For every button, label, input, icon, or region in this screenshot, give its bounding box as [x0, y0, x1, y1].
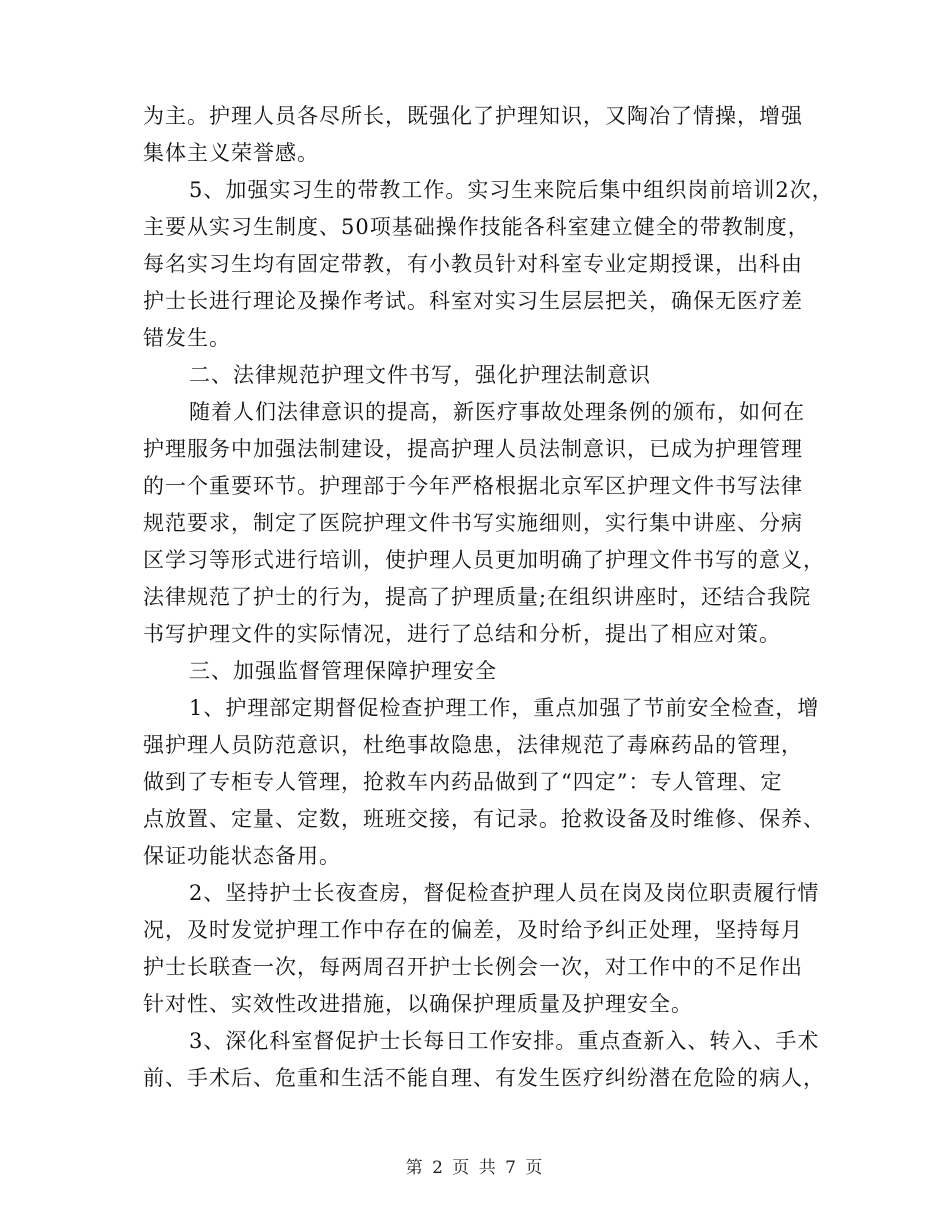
text-line: 为主。护理人员各尽所长，既强化了护理知识，又陶冶了情操，增强	[143, 104, 803, 128]
text-line: 的一个重要环节。护理部于今年严格根据北京军区护理文件书写法律	[143, 474, 803, 498]
text-line: 每名实习生均有固定带教，有小教员针对科室专业定期授课，出科由	[143, 252, 803, 276]
text-line: 强护理人员防范意识，杜绝事故隐患，法律规范了毒麻药品的管理，	[143, 733, 803, 757]
text-line: 区学习等形式进行培训，使护理人员更加明确了护理文件书写的意义，	[143, 548, 825, 572]
text-line: 集体主义荣誉感。	[143, 141, 319, 165]
text-line: 法律规范了护士的行为，提高了护理质量;在组织讲座时，还结合我院	[143, 585, 812, 609]
text-line: 前、手术后、危重和生活不能自理、有发生医疗纠纷潜在危险的病人，	[143, 1066, 825, 1090]
section-heading: 二、法律规范护理文件书写，强化护理法制意识	[189, 363, 651, 387]
text-line: 护士长联查一次，每两周召开护士长例会一次，对工作中的不足作出	[143, 955, 803, 979]
text-line: 规范要求，制定了医院护理文件书写实施细则，实行集中讲座、分病	[143, 511, 803, 535]
text-line: 主要从实习生制度、50项基础操作技能各科室建立健全的带教制度，	[143, 215, 810, 239]
paragraph-start: 2、坚持护士长夜查房，督促检查护理人员在岗及岗位职责履行情	[189, 881, 820, 905]
section-heading: 三、加强监督管理保障护理安全	[189, 659, 497, 683]
text-line: 护理服务中加强法制建设，提高护理人员法制意识，已成为护理管理	[143, 437, 803, 461]
text-line: 错发生。	[143, 326, 231, 350]
page-footer: 第 2 页 共 7 页	[405, 1158, 545, 1178]
text-line: 保证功能状态备用。	[143, 844, 341, 868]
paragraph-start: 1、护理部定期督促检查护理工作，重点加强了节前安全检查，增	[189, 696, 820, 720]
text-line: 针对性、实效性改进措施，以确保护理质量及护理安全。	[143, 992, 693, 1016]
paragraph-start: 随着人们法律意识的提高，新医疗事故处理条例的颁布，如何在	[189, 400, 805, 424]
paragraph-start: 5、加强实习生的带教工作。实习生来院后集中组织岗前培训2次，	[189, 178, 834, 202]
text-line: 护士长进行理论及操作考试。科室对实习生层层把关，确保无医疗差	[143, 289, 803, 313]
body-text	[143, 98, 834, 1097]
text-line: 点放置、定量、定数，班班交接，有记录。抢救设备及时维修、保养、	[143, 807, 825, 831]
text-line: 况，及时发觉护理工作中存在的偏差，及时给予纠正处理，坚持每月	[143, 918, 803, 942]
text-line: 做到了专柜专人管理，抢救车内药品做到了“四定”：专人管理、定	[143, 770, 783, 794]
paragraph-start: 3、深化科室督促护士长每日工作安排。重点查新入、转入、手术	[189, 1029, 820, 1053]
text-line: 书写护理文件的实际情况，进行了总结和分析，提出了相应对策。	[143, 622, 781, 646]
